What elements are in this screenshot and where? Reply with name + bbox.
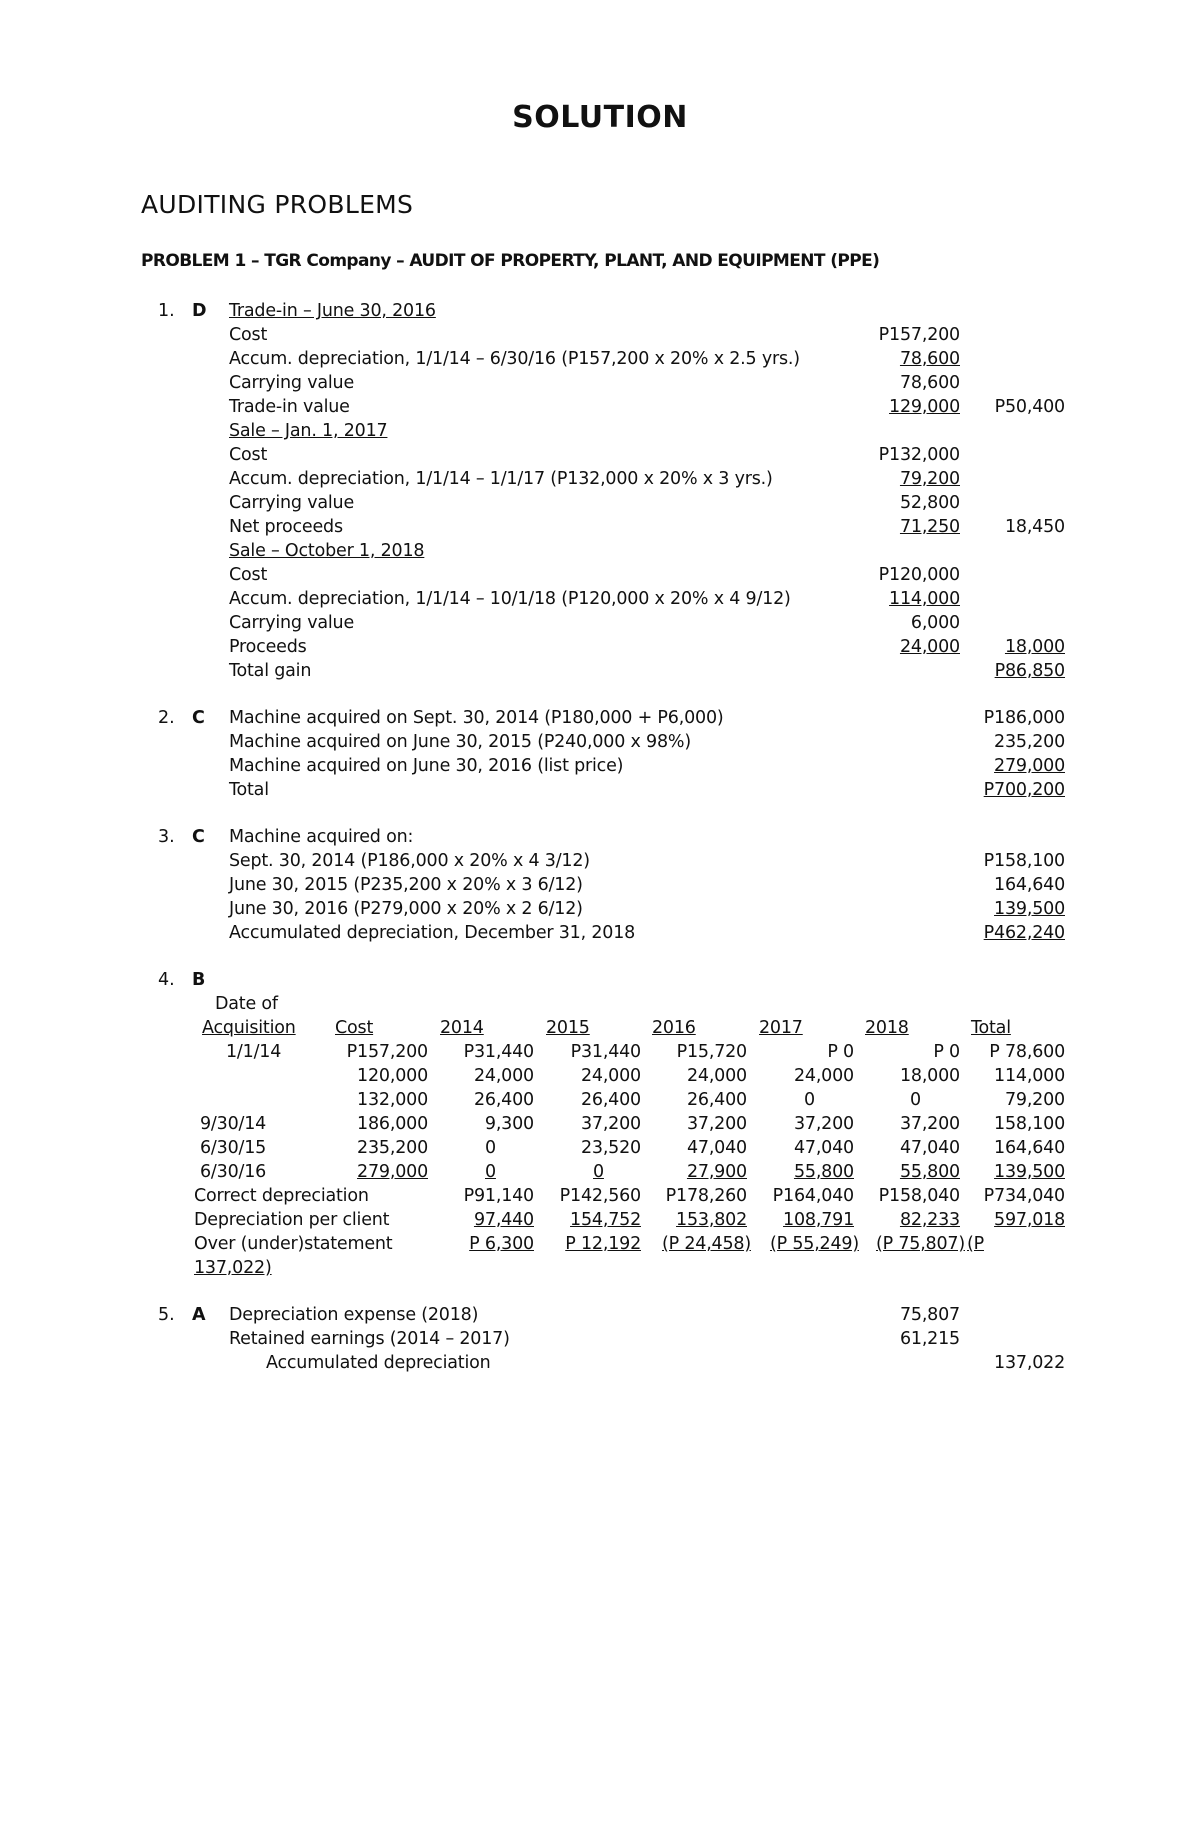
sale2018-cost: P120,000 (878, 565, 960, 585)
table-cell-2016: 47,040 (686, 1138, 747, 1158)
q3-intro: Machine acquired on: (229, 827, 414, 847)
summary-2014: 97,440 (473, 1210, 534, 1230)
sale2017-carrying: 52,800 (899, 493, 960, 513)
table-header-acquisition: Acquisition (202, 1018, 296, 1038)
table-cell-2015: 24,000 (580, 1066, 641, 1086)
table-cell-2018: 47,040 (899, 1138, 960, 1158)
tradein-cost: P157,200 (878, 325, 960, 345)
table-header-cost: Cost (335, 1018, 374, 1038)
table-cell-2018: 37,200 (899, 1114, 960, 1134)
summary-2014: P91,140 (463, 1186, 534, 1206)
table-header-2015: 2015 (546, 1018, 590, 1038)
q3-line-label: June 30, 2016 (P279,000 x 20% x 2 6/12) (229, 899, 583, 919)
summary-2018: (P 75,807) (875, 1234, 965, 1254)
table-cell-2015: 0 (593, 1162, 604, 1182)
summary-label: Correct depreciation (194, 1186, 369, 1206)
q3-line-label: June 30, 2015 (P235,200 x 20% x 3 6/12) (229, 875, 583, 895)
entry-debit-amount: 75,807 (899, 1305, 960, 1325)
answer-letter: A (192, 1305, 206, 1325)
entry-debit-amount: 61,215 (899, 1329, 960, 1349)
table-cell-2014: P31,440 (463, 1042, 534, 1062)
q3-total-label: Accumulated depreciation, December 31, 2018 (229, 923, 636, 943)
section-heading: AUDITING PROBLEMS (141, 190, 414, 219)
table-header-total: Total (971, 1018, 1011, 1038)
summary-total: 597,018 (994, 1210, 1065, 1230)
sale2018-accum: 114,000 (889, 589, 960, 609)
total-gain-label: Total gain (229, 661, 312, 681)
tradein-value: 129,000 (889, 397, 960, 417)
table-cell-2014: 0 (485, 1138, 496, 1158)
question-number: 2. (158, 708, 175, 728)
table-cell-date: 6/30/15 (200, 1138, 267, 1158)
table-cell-2014: 0 (485, 1162, 496, 1182)
tradein-value-label: Trade-in value (229, 397, 350, 417)
table-cell-2014: 26,400 (473, 1090, 534, 1110)
table-cell-cost: 186,000 (357, 1114, 428, 1134)
q2-line-label: Machine acquired on Sept. 30, 2014 (P180,000 + P6,000) (229, 708, 724, 728)
table-cell-2016: P15,720 (676, 1042, 747, 1062)
question-number: 4. (158, 970, 175, 990)
problem-heading: PROBLEM 1 – TGR Company – AUDIT OF PROPERTY, PLANT, AND EQUIPMENT (PPE) (141, 251, 880, 271)
table-cell-cost: 279,000 (357, 1162, 428, 1182)
summary-2017: 108,791 (783, 1210, 854, 1230)
q2-line-value: 279,000 (994, 756, 1065, 776)
table-cell-2017: P 0 (827, 1042, 854, 1062)
table-cell-2016: 37,200 (686, 1114, 747, 1134)
table-cell-2017: 55,800 (793, 1162, 854, 1182)
sale2017-value-label: Net proceeds (229, 517, 343, 537)
summary-2015: 154,752 (570, 1210, 641, 1230)
question-number: 5. (158, 1305, 175, 1325)
tradein-carrying-label: Carrying value (229, 373, 355, 393)
tradein-cost-label: Cost (229, 325, 268, 345)
sale2017-carrying-label: Carrying value (229, 493, 355, 513)
summary-total: P734,040 (983, 1186, 1065, 1206)
sale2018-carrying-label: Carrying value (229, 613, 355, 633)
sale2017-header: Sale – Jan. 1, 2017 (229, 421, 388, 441)
table-cell-total: 79,200 (1004, 1090, 1065, 1110)
answer-letter: C (192, 708, 205, 728)
table-cell-2015: 23,520 (580, 1138, 641, 1158)
sale2017-accum: 79,200 (899, 469, 960, 489)
q2-line-value: 235,200 (994, 732, 1065, 752)
entry-debit-label: Retained earnings (2014 – 2017) (229, 1329, 510, 1349)
page-title: SOLUTION (512, 100, 688, 135)
entry-credit-amount: 137,022 (994, 1353, 1065, 1373)
table-cell-2014: 24,000 (473, 1066, 534, 1086)
entry-credit-label: Accumulated depreciation (266, 1353, 491, 1373)
table-header-2016: 2016 (652, 1018, 696, 1038)
answer-letter: C (192, 827, 205, 847)
total-gain: P86,850 (994, 661, 1065, 681)
summary-2016: 153,802 (676, 1210, 747, 1230)
table-cell-total: 158,100 (994, 1114, 1065, 1134)
summary-total: (P (967, 1234, 984, 1254)
summary-label: Depreciation per client (194, 1210, 390, 1230)
table-cell-total: 139,500 (994, 1162, 1065, 1182)
table-cell-2016: 24,000 (686, 1066, 747, 1086)
summary-2015: P142,560 (559, 1186, 641, 1206)
table-cell-2018: 0 (910, 1090, 921, 1110)
tradein-gain: P50,400 (994, 397, 1065, 417)
sale2017-gain: 18,450 (1004, 517, 1065, 537)
summary-total-wrap: 137,022) (194, 1258, 272, 1278)
q2-line-value: P186,000 (983, 708, 1065, 728)
table-cell-cost: 235,200 (357, 1138, 428, 1158)
table-header-2014: 2014 (440, 1018, 484, 1038)
summary-2018: P158,040 (878, 1186, 960, 1206)
summary-2017: P164,040 (772, 1186, 854, 1206)
tradein-header: Trade-in – June 30, 2016 (229, 301, 436, 321)
table-cell-total: P 78,600 (989, 1042, 1065, 1062)
summary-2016: (P 24,458) (661, 1234, 751, 1254)
table-cell-2015: P31,440 (570, 1042, 641, 1062)
sale2017-value: 71,250 (899, 517, 960, 537)
q3-total-value: P462,240 (983, 923, 1065, 943)
table-cell-2017: 24,000 (793, 1066, 854, 1086)
table-cell-2014: 9,300 (484, 1114, 534, 1134)
sale2018-value-label: Proceeds (229, 637, 307, 657)
table-header-2017: 2017 (759, 1018, 803, 1038)
entry-debit-label: Depreciation expense (2018) (229, 1305, 479, 1325)
summary-label: Over (under)statement (194, 1234, 393, 1254)
sale2018-header: Sale – October 1, 2018 (229, 541, 425, 561)
q3-line-value: P158,100 (983, 851, 1065, 871)
q3-line-label: Sept. 30, 2014 (P186,000 x 20% x 4 3/12) (229, 851, 590, 871)
table-cell-total: 164,640 (994, 1138, 1065, 1158)
tradein-carrying: 78,600 (899, 373, 960, 393)
table-cell-2018: P 0 (933, 1042, 960, 1062)
table-cell-2016: 27,900 (686, 1162, 747, 1182)
sale2017-cost: P132,000 (878, 445, 960, 465)
table-cell-date: 1/1/14 (226, 1042, 282, 1062)
table-header-date-of: Date of (215, 994, 278, 1014)
table-cell-2015: 37,200 (580, 1114, 641, 1134)
table-cell-2017: 0 (804, 1090, 815, 1110)
sale2018-value: 24,000 (899, 637, 960, 657)
sale2018-cost-label: Cost (229, 565, 268, 585)
table-cell-2018: 55,800 (899, 1162, 960, 1182)
q2-line-label: Machine acquired on June 30, 2015 (P240,000 x 98%) (229, 732, 691, 752)
table-cell-total: 114,000 (994, 1066, 1065, 1086)
table-cell-cost: 132,000 (357, 1090, 428, 1110)
q2-total-value: P700,200 (983, 780, 1065, 800)
summary-2014: P 6,300 (469, 1234, 534, 1254)
table-cell-date: 6/30/16 (200, 1162, 267, 1182)
summary-2015: P 12,192 (565, 1234, 641, 1254)
q2-total-label: Total (229, 780, 269, 800)
tradein-accum-label: Accum. depreciation, 1/1/14 – 6/30/16 (P157,200 x 20% x 2.5 yrs.) (229, 349, 800, 369)
table-cell-2017: 47,040 (793, 1138, 854, 1158)
q2-line-label: Machine acquired on June 30, 2016 (list price) (229, 756, 624, 776)
sale2017-accum-label: Accum. depreciation, 1/1/14 – 1/1/17 (P132,000 x 20% x 3 yrs.) (229, 469, 773, 489)
tradein-accum: 78,600 (899, 349, 960, 369)
answer-letter: B (192, 970, 206, 990)
q3-line-value: 164,640 (994, 875, 1065, 895)
sale2018-accum-label: Accum. depreciation, 1/1/14 – 10/1/18 (P120,000 x 20% x 4 9/12) (229, 589, 791, 609)
table-cell-cost: P157,200 (346, 1042, 428, 1062)
question-number: 3. (158, 827, 175, 847)
answer-letter: D (192, 301, 207, 321)
table-cell-2016: 26,400 (686, 1090, 747, 1110)
table-cell-date: 9/30/14 (200, 1114, 267, 1134)
table-header-2018: 2018 (865, 1018, 909, 1038)
table-cell-cost: 120,000 (357, 1066, 428, 1086)
summary-2018: 82,233 (899, 1210, 960, 1230)
summary-2017: (P 55,249) (769, 1234, 859, 1254)
sale2018-gain: 18,000 (1004, 637, 1065, 657)
question-number: 1. (158, 301, 175, 321)
table-cell-2017: 37,200 (793, 1114, 854, 1134)
table-cell-2015: 26,400 (580, 1090, 641, 1110)
q3-line-value: 139,500 (994, 899, 1065, 919)
sale2018-carrying: 6,000 (910, 613, 960, 633)
table-cell-2018: 18,000 (899, 1066, 960, 1086)
sale2017-cost-label: Cost (229, 445, 268, 465)
summary-2016: P178,260 (665, 1186, 747, 1206)
